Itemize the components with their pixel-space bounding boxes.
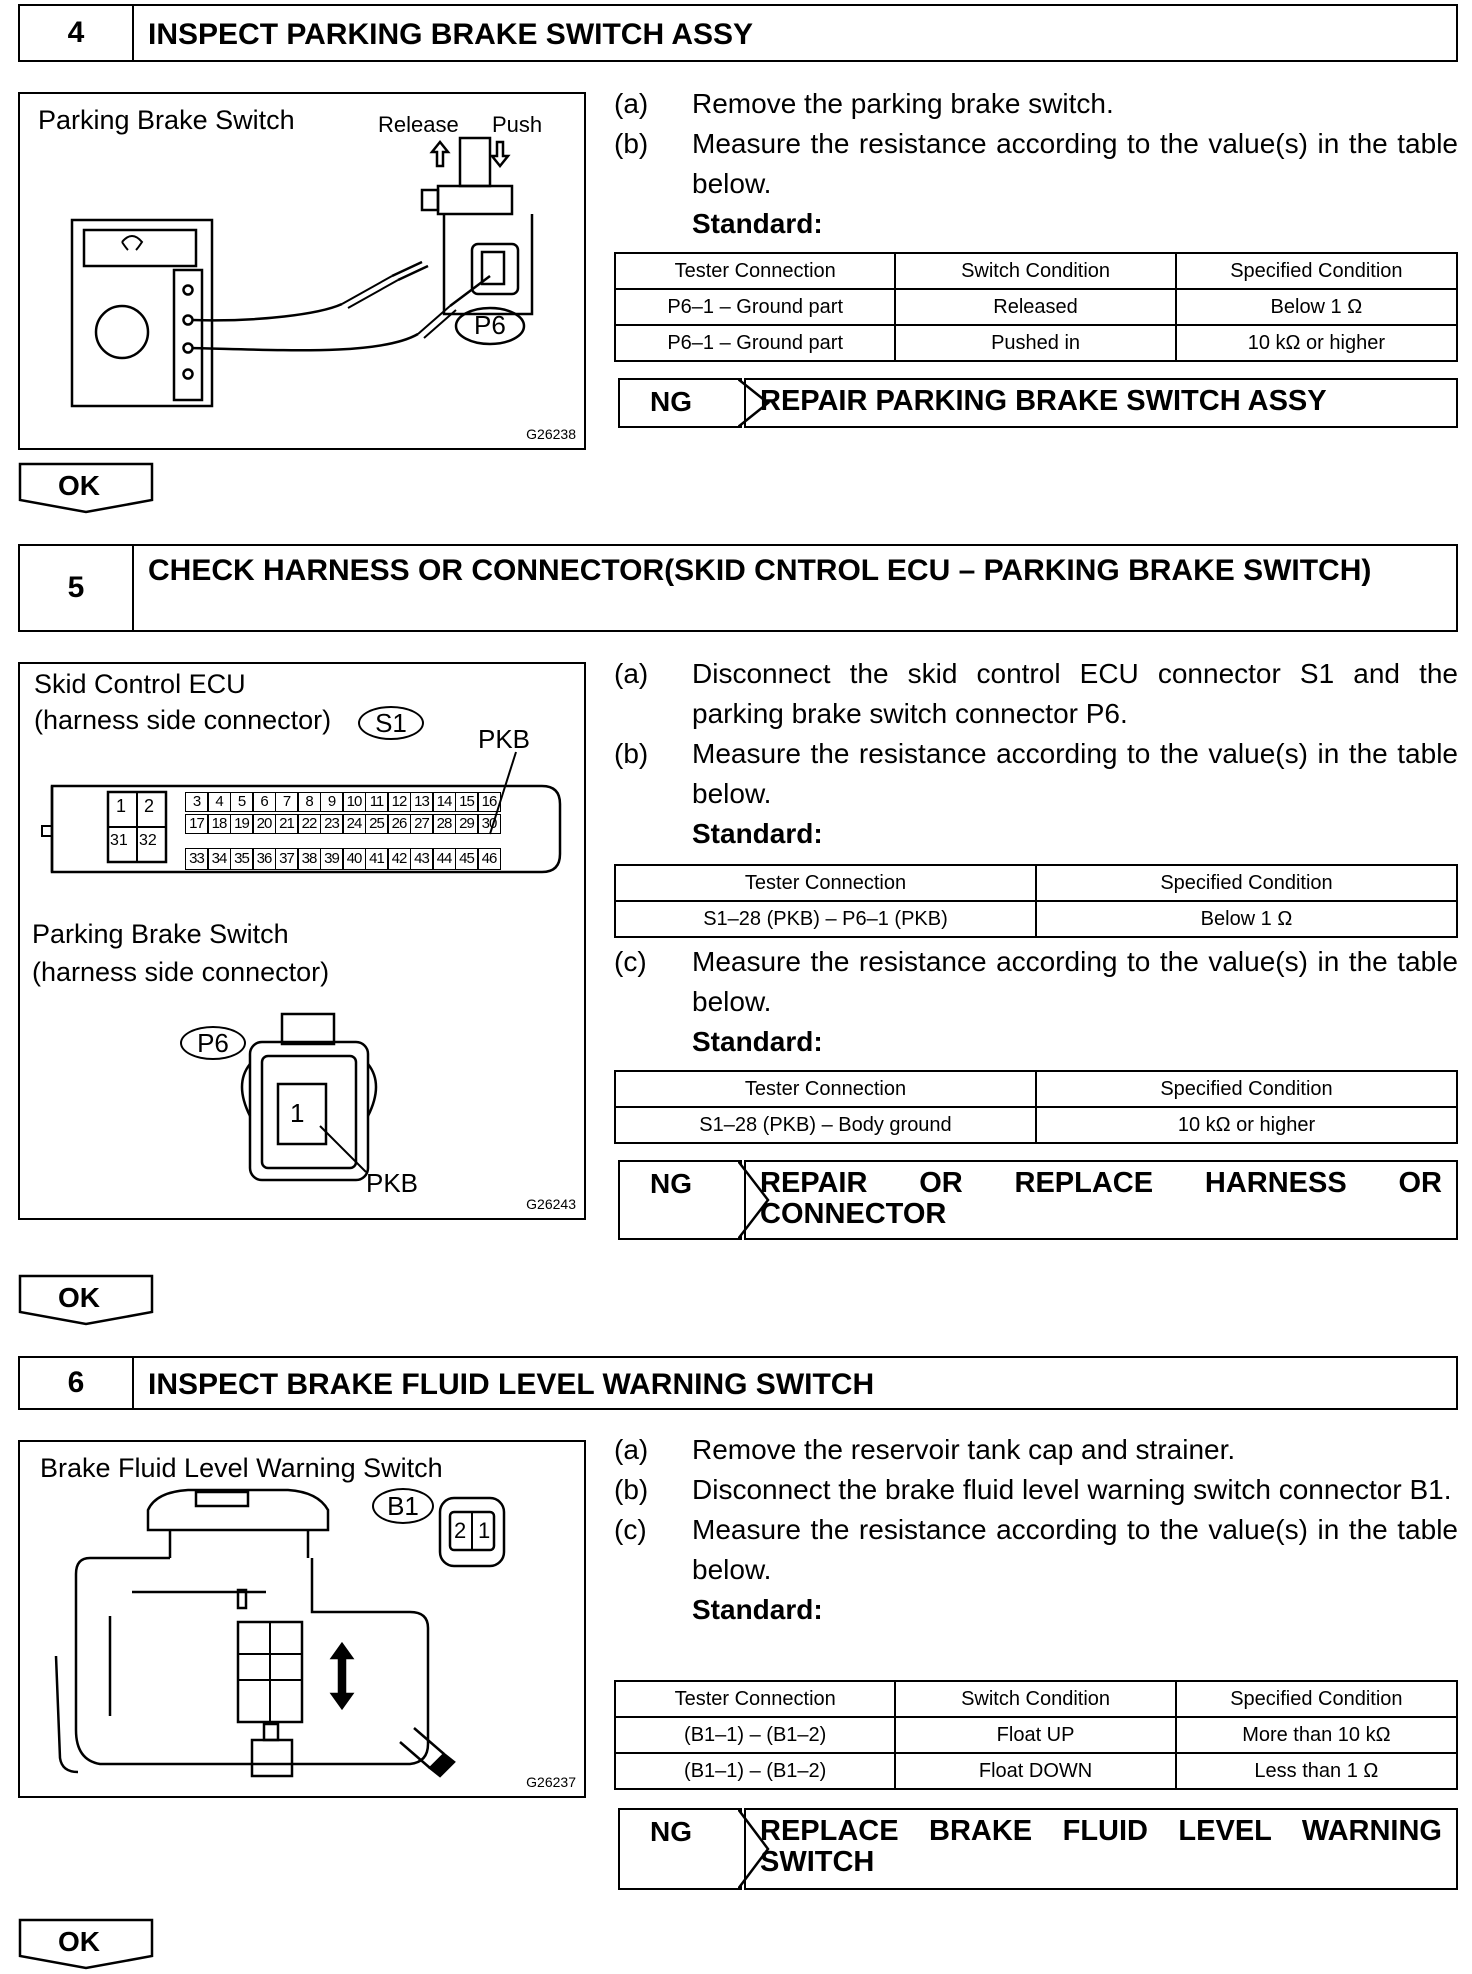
instruction-b: (b) Measure the resistance according to the value(s) in the table below. — [614, 738, 1458, 809]
figure-label: Brake Fluid Level Warning Switch — [40, 1453, 443, 1483]
step-6-instructions — [614, 1430, 1458, 1630]
pin-b1-2: 2 — [454, 1518, 467, 1543]
connector-pin: 33 — [185, 848, 209, 870]
standard-label: Standard: — [692, 208, 823, 239]
ng-box — [618, 1160, 742, 1240]
connector-p6-label: P6 — [474, 310, 506, 340]
connector-pin: 37 — [275, 848, 299, 870]
release-label: Release — [378, 112, 459, 137]
connector-pin: 13 — [410, 792, 434, 812]
connector-pin: 43 — [410, 848, 434, 870]
table-cell: Below 1 Ω — [1176, 289, 1457, 325]
instruction-b: (b) Measure the resistance according to the value(s) in the table below. — [614, 128, 1458, 199]
table-cell: Pushed in — [895, 325, 1175, 361]
connector-pin: 16 — [477, 792, 501, 812]
connector-pin: 18 — [207, 814, 231, 834]
table-cell: S1–28 (PKB) – Body ground — [615, 1107, 1036, 1143]
step-title: INSPECT BRAKE FLUID LEVEL WARNING SWITCH — [148, 1368, 875, 1401]
ok-label: OK — [58, 1926, 100, 1957]
table-cell: (B1–1) – (B1–2) — [615, 1753, 895, 1789]
figure-label: Parking Brake Switch — [32, 919, 289, 949]
connector-pin: 25 — [365, 814, 389, 834]
parking-brake-switch-drawing — [20, 94, 584, 448]
figure-id: G26238 — [526, 426, 576, 442]
step-5-header — [18, 544, 1458, 632]
pin-p6-1: 1 — [290, 1098, 305, 1128]
connector-pin: 4 — [207, 792, 231, 812]
connector-pin: 23 — [320, 814, 344, 834]
step-5-instructions-1 — [614, 654, 1458, 854]
instruction-c: (c) Measure the resistance according to the value(s) in the table below. — [614, 1514, 1458, 1585]
instruction-a: (a) Remove the reservoir tank cap and strainer. — [614, 1434, 1236, 1465]
ok-box — [18, 1918, 156, 1970]
table-header: Tester Connection — [615, 865, 1036, 901]
connector-pin: 45 — [455, 848, 479, 870]
connector-pin: 14 — [432, 792, 456, 812]
table-cell: 10 kΩ or higher — [1176, 325, 1457, 361]
connector-pin: 3 — [185, 792, 209, 812]
pkb-label: PKB — [366, 1168, 419, 1198]
table-header: Specified Condition — [1036, 865, 1457, 901]
connector-pin: 27 — [410, 814, 434, 834]
connector-pin: 39 — [320, 848, 344, 870]
table-cell: S1–28 (PKB) – P6–1 (PKB) — [615, 901, 1036, 937]
connector-pin: 38 — [297, 848, 321, 870]
connector-pin: 35 — [230, 848, 254, 870]
figure-id: G26237 — [526, 1774, 576, 1790]
connector-pin: 10 — [342, 792, 366, 812]
table-header: Tester Connection — [615, 253, 895, 289]
pin-31: 31 — [110, 832, 128, 849]
figure-label: (harness side connector) — [34, 705, 332, 735]
instruction-a: (a) Disconnect the skid control ECU connector S1 and the parking brake switch connector P6. — [614, 658, 1458, 729]
connector-pin: 5 — [230, 792, 254, 812]
connector-pin: 46 — [477, 848, 501, 870]
parking-brake-switch-figure — [18, 92, 586, 450]
connector-pin: 26 — [387, 814, 411, 834]
standard-label: Standard: — [692, 1026, 823, 1057]
connector-s1-label: S1 — [358, 706, 424, 740]
table-cell: Float UP — [895, 1717, 1175, 1753]
table-header: Switch Condition — [895, 253, 1175, 289]
table-cell: P6–1 – Ground part — [615, 325, 895, 361]
connector-pin: 36 — [252, 848, 276, 870]
step-5-instructions-2 — [614, 942, 1458, 1062]
ng-action: REPLACE BRAKE FLUID LEVEL WARNING SWITCH — [744, 1808, 1458, 1890]
connector-pin: 42 — [387, 848, 411, 870]
connector-pin: 12 — [387, 792, 411, 812]
connector-pin: 40 — [342, 848, 366, 870]
connector-b1-label: B1 — [372, 1488, 434, 1524]
reservoir-tank-drawing — [20, 1442, 584, 1796]
table-header: Specified Condition — [1176, 253, 1457, 289]
skid-control-ecu-figure — [18, 662, 586, 1220]
pin-32: 32 — [139, 832, 157, 849]
table-row — [615, 289, 1457, 325]
ng-label: NG — [650, 1816, 692, 1847]
pin-2: 2 — [144, 796, 155, 816]
ng-action: REPAIR PARKING BRAKE SWITCH ASSY — [744, 378, 1458, 428]
step-5-spec-table-1 — [614, 864, 1458, 938]
table-cell: Float DOWN — [895, 1753, 1175, 1789]
table-row — [615, 901, 1457, 937]
ng-label: NG — [650, 386, 692, 417]
step-6-spec-table — [614, 1680, 1458, 1790]
figure-label: Skid Control ECU — [34, 669, 246, 699]
connector-pin: 28 — [432, 814, 456, 834]
instruction-b: (b) Disconnect the brake fluid level warning switch connector B1. — [614, 1474, 1452, 1505]
ok-box — [18, 1274, 156, 1326]
table-header: Specified Condition — [1176, 1681, 1457, 1717]
connector-pin: 20 — [252, 814, 276, 834]
instruction-a: (a) Remove the parking brake switch. — [614, 88, 1114, 119]
connector-pin: 21 — [275, 814, 299, 834]
ok-box — [18, 462, 156, 514]
ng-action: REPAIR OR REPLACE HARNESS OR CONNECTOR — [744, 1160, 1458, 1240]
step-4-spec-table — [614, 252, 1458, 362]
figure-label: Parking Brake Switch — [38, 105, 295, 135]
step-4-instructions — [614, 84, 1458, 244]
connector-pin: 17 — [185, 814, 209, 834]
connector-pin: 22 — [297, 814, 321, 834]
table-cell: (B1–1) – (B1–2) — [615, 1717, 895, 1753]
connector-pin: 29 — [455, 814, 479, 834]
ok-label: OK — [58, 470, 100, 501]
connector-pin: 30 — [477, 814, 501, 834]
instruction-c: (c) Measure the resistance according to the value(s) in the table below. — [614, 946, 1458, 1017]
step-6-header — [18, 1356, 1458, 1410]
step-number: 4 — [20, 6, 134, 60]
standard-label: Standard: — [692, 818, 823, 849]
push-label: Push — [492, 112, 543, 137]
connector-pin: 11 — [365, 792, 389, 812]
table-cell: Less than 1 Ω — [1176, 1753, 1457, 1789]
connector-pin: 24 — [342, 814, 366, 834]
step-title: INSPECT PARKING BRAKE SWITCH ASSY — [148, 18, 754, 51]
connector-pin: 41 — [365, 848, 389, 870]
step-5-spec-table-2 — [614, 1070, 1458, 1144]
table-row — [615, 1107, 1457, 1143]
ng-label: NG — [650, 1168, 692, 1199]
connector-pin: 44 — [432, 848, 456, 870]
connector-p6-label: P6 — [180, 1026, 246, 1060]
table-header: Tester Connection — [615, 1071, 1036, 1107]
pin-b1-1: 1 — [478, 1518, 491, 1543]
pin-1: 1 — [116, 796, 127, 816]
p6-connector-drawing — [20, 664, 584, 1218]
table-cell: P6–1 – Ground part — [615, 289, 895, 325]
table-cell: Below 1 Ω — [1036, 901, 1457, 937]
connector-pin: 34 — [207, 848, 231, 870]
step-title: CHECK HARNESS OR CONNECTOR(SKID CNTROL ECU – PARKING BRAKE SWITCH) — [148, 554, 1372, 587]
ng-box — [618, 1808, 742, 1890]
table-header: Specified Condition — [1036, 1071, 1457, 1107]
table-header: Tester Connection — [615, 1681, 895, 1717]
step-4-header — [18, 4, 1458, 62]
connector-pin: 8 — [297, 792, 321, 812]
connector-pin: 15 — [455, 792, 479, 812]
table-row — [615, 1753, 1457, 1789]
table-row — [615, 1717, 1457, 1753]
table-cell: More than 10 kΩ — [1176, 1717, 1457, 1753]
table-cell: 10 kΩ or higher — [1036, 1107, 1457, 1143]
figure-id: G26243 — [526, 1196, 576, 1212]
table-row — [615, 325, 1457, 361]
table-cell: Released — [895, 289, 1175, 325]
ng-box — [618, 378, 742, 428]
table-header: Switch Condition — [895, 1681, 1175, 1717]
step-number: 6 — [20, 1358, 134, 1408]
figure-label: (harness side connector) — [32, 957, 330, 987]
pkb-label: PKB — [478, 724, 531, 754]
connector-pin: 6 — [252, 792, 276, 812]
connector-pin: 7 — [275, 792, 299, 812]
connector-pin: 9 — [320, 792, 344, 812]
connector-pin: 19 — [230, 814, 254, 834]
step-number: 5 — [20, 546, 134, 630]
standard-label: Standard: — [692, 1594, 823, 1625]
brake-fluid-level-switch-figure — [18, 1440, 586, 1798]
ok-label: OK — [58, 1282, 100, 1313]
